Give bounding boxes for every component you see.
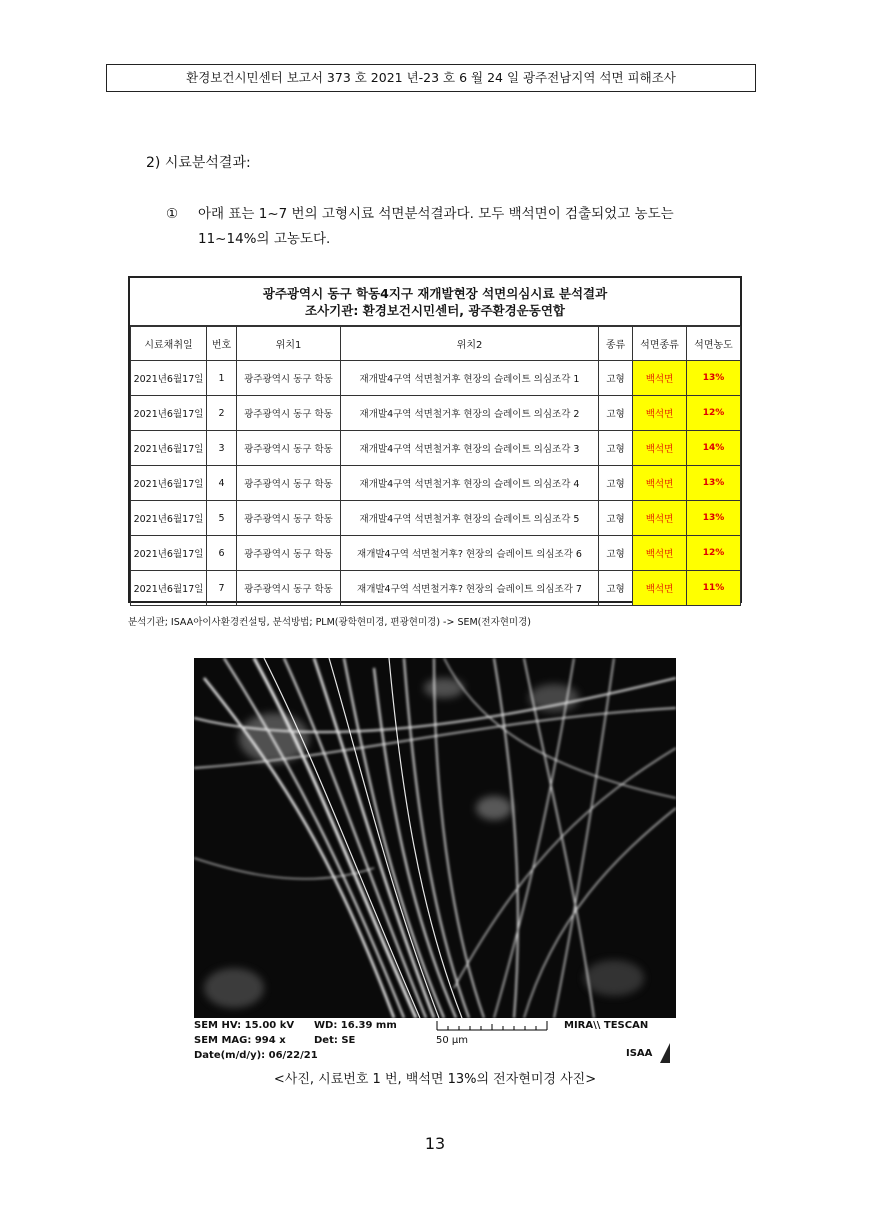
cell-loc1: 광주광역시 동구 학동 xyxy=(237,501,341,536)
cell-loc2: 재개발4구역 석면철거후 현장의 슬레이트 의심조각 1 xyxy=(341,361,599,396)
sem-scale-label: 50 μm xyxy=(436,1035,469,1046)
isaa-logo-mark-icon xyxy=(658,1042,672,1064)
table-row xyxy=(131,396,741,431)
col-header-date: 시료채취일 xyxy=(131,327,207,361)
cell-asbestos-type: 백석면 xyxy=(633,396,687,431)
cell-concentration: 11% xyxy=(687,571,741,606)
cell-concentration: 14% xyxy=(687,431,741,466)
paragraph-line-2: 11~14%의 고농도다. xyxy=(198,231,331,247)
cell-no: 1 xyxy=(207,361,237,396)
cell-no: 4 xyxy=(207,466,237,501)
table-row xyxy=(131,431,741,466)
cell-asbestos-type: 백석면 xyxy=(633,501,687,536)
cell-loc2: 재개발4구역 석면철거후 현장의 슬레이트 의심조각 3 xyxy=(341,431,599,466)
cell-no: 2 xyxy=(207,396,237,431)
cell-type: 고형 xyxy=(599,466,633,501)
cell-asbestos-type: 백석면 xyxy=(633,361,687,396)
cell-loc1: 광주광역시 동구 학동 xyxy=(237,571,341,606)
sem-date: Date(m/d/y): 06/22/21 xyxy=(194,1050,318,1061)
sem-photo xyxy=(194,658,676,1066)
cell-concentration: 12% xyxy=(687,396,741,431)
scale-bar-icon xyxy=(436,1018,548,1032)
fiber-image xyxy=(194,658,676,1018)
cell-date: 2021년6월17일 xyxy=(131,361,207,396)
table-row xyxy=(131,501,741,536)
sem-info-bar xyxy=(194,1018,676,1066)
cell-type: 고형 xyxy=(599,536,633,571)
cell-loc2: 재개발4구역 석면철거후? 현장의 슬레이트 의심조각 6 xyxy=(341,536,599,571)
isaa-logo: ISAA xyxy=(626,1048,653,1059)
cell-date: 2021년6월17일 xyxy=(131,466,207,501)
table-title-main: 광주광역시 동구 학동4지구 재개발현장 석면의심시료 분석결과 xyxy=(262,286,608,301)
photo-caption: <사진, 시료번호 1 번, 백석면 13%의 전자현미경 사진> xyxy=(273,1072,597,1087)
col-header-no: 번호 xyxy=(207,327,237,361)
results-table xyxy=(128,276,742,603)
cell-loc2: 재개발4구역 석면철거후 현장의 슬레이트 의심조각 4 xyxy=(341,466,599,501)
cell-date: 2021년6월17일 xyxy=(131,536,207,571)
sem-hv: SEM HV: 15.00 kV xyxy=(194,1020,295,1031)
cell-concentration: 12% xyxy=(687,536,741,571)
cell-date: 2021년6월17일 xyxy=(131,571,207,606)
cell-asbestos-type: 백석면 xyxy=(633,571,687,606)
cell-date: 2021년6월17일 xyxy=(131,396,207,431)
cell-loc1: 광주광역시 동구 학동 xyxy=(237,431,341,466)
cell-asbestos-type: 백석면 xyxy=(633,466,687,501)
cell-concentration: 13% xyxy=(687,501,741,536)
table-row xyxy=(131,536,741,571)
cell-type: 고형 xyxy=(599,396,633,431)
cell-date: 2021년6월17일 xyxy=(131,431,207,466)
cell-type: 고형 xyxy=(599,571,633,606)
cell-loc1: 광주광역시 동구 학동 xyxy=(237,361,341,396)
paragraph-marker: ① xyxy=(166,206,179,222)
cell-date: 2021년6월17일 xyxy=(131,501,207,536)
col-header-concentration: 석면농도 xyxy=(687,327,741,361)
paragraph-line-1: 아래 표는 1~7 번의 고형시료 석면분석결과다. 모두 백석면이 검출되었고 농도는 xyxy=(198,206,674,222)
cell-no: 6 xyxy=(207,536,237,571)
cell-loc2: 재개발4구역 석면철거후? 현장의 슬레이트 의심조각 7 xyxy=(341,571,599,606)
results-grid xyxy=(130,326,741,606)
col-header-loc1: 위치1 xyxy=(237,327,341,361)
col-header-type: 종류 xyxy=(599,327,633,361)
cell-asbestos-type: 백석면 xyxy=(633,536,687,571)
section-title: 2) 시료분석결과: xyxy=(146,155,251,171)
cell-no: 5 xyxy=(207,501,237,536)
col-header-loc2: 위치2 xyxy=(341,327,599,361)
table-footnote: 분석기관; ISAA아이사환경컨설팅, 분석방법; PLM(광학현미경, 편광현미경) -> SEM(전자현미경) xyxy=(128,617,531,628)
table-title xyxy=(130,278,740,326)
cell-loc2: 재개발4구역 석면철거후 현장의 슬레이트 의심조각 2 xyxy=(341,396,599,431)
table-row xyxy=(131,571,741,606)
cell-no: 7 xyxy=(207,571,237,606)
sem-wd: WD: 16.39 mm xyxy=(314,1020,397,1031)
cell-type: 고형 xyxy=(599,361,633,396)
cell-no: 3 xyxy=(207,431,237,466)
table-title-sub: 조사기관: 환경보건시민센터, 광주환경운동연합 xyxy=(305,303,565,318)
sem-mag: SEM MAG: 994 x xyxy=(194,1035,286,1046)
cell-loc1: 광주광역시 동구 학동 xyxy=(237,466,341,501)
cell-loc1: 광주광역시 동구 학동 xyxy=(237,536,341,571)
cell-type: 고형 xyxy=(599,501,633,536)
page-number: 13 xyxy=(424,1134,446,1153)
table-header-row xyxy=(131,327,741,361)
sem-brand: MIRA\\ TESCAN xyxy=(564,1020,649,1031)
cell-concentration: 13% xyxy=(687,361,741,396)
sem-det: Det: SE xyxy=(314,1035,356,1046)
cell-type: 고형 xyxy=(599,431,633,466)
cell-loc2: 재개발4구역 석면철거후 현장의 슬레이트 의심조각 5 xyxy=(341,501,599,536)
cell-concentration: 13% xyxy=(687,466,741,501)
sem-micrograph xyxy=(194,658,676,1018)
cell-loc1: 광주광역시 동구 학동 xyxy=(237,396,341,431)
cell-asbestos-type: 백석면 xyxy=(633,431,687,466)
table-row xyxy=(131,466,741,501)
table-row xyxy=(131,361,741,396)
col-header-asbestos-type: 석면종류 xyxy=(633,327,687,361)
report-header: 환경보건시민센터 보고서 373 호 2021 년-23 호 6 월 24 일 광주전남지역 석면 피해조사 xyxy=(106,64,756,92)
